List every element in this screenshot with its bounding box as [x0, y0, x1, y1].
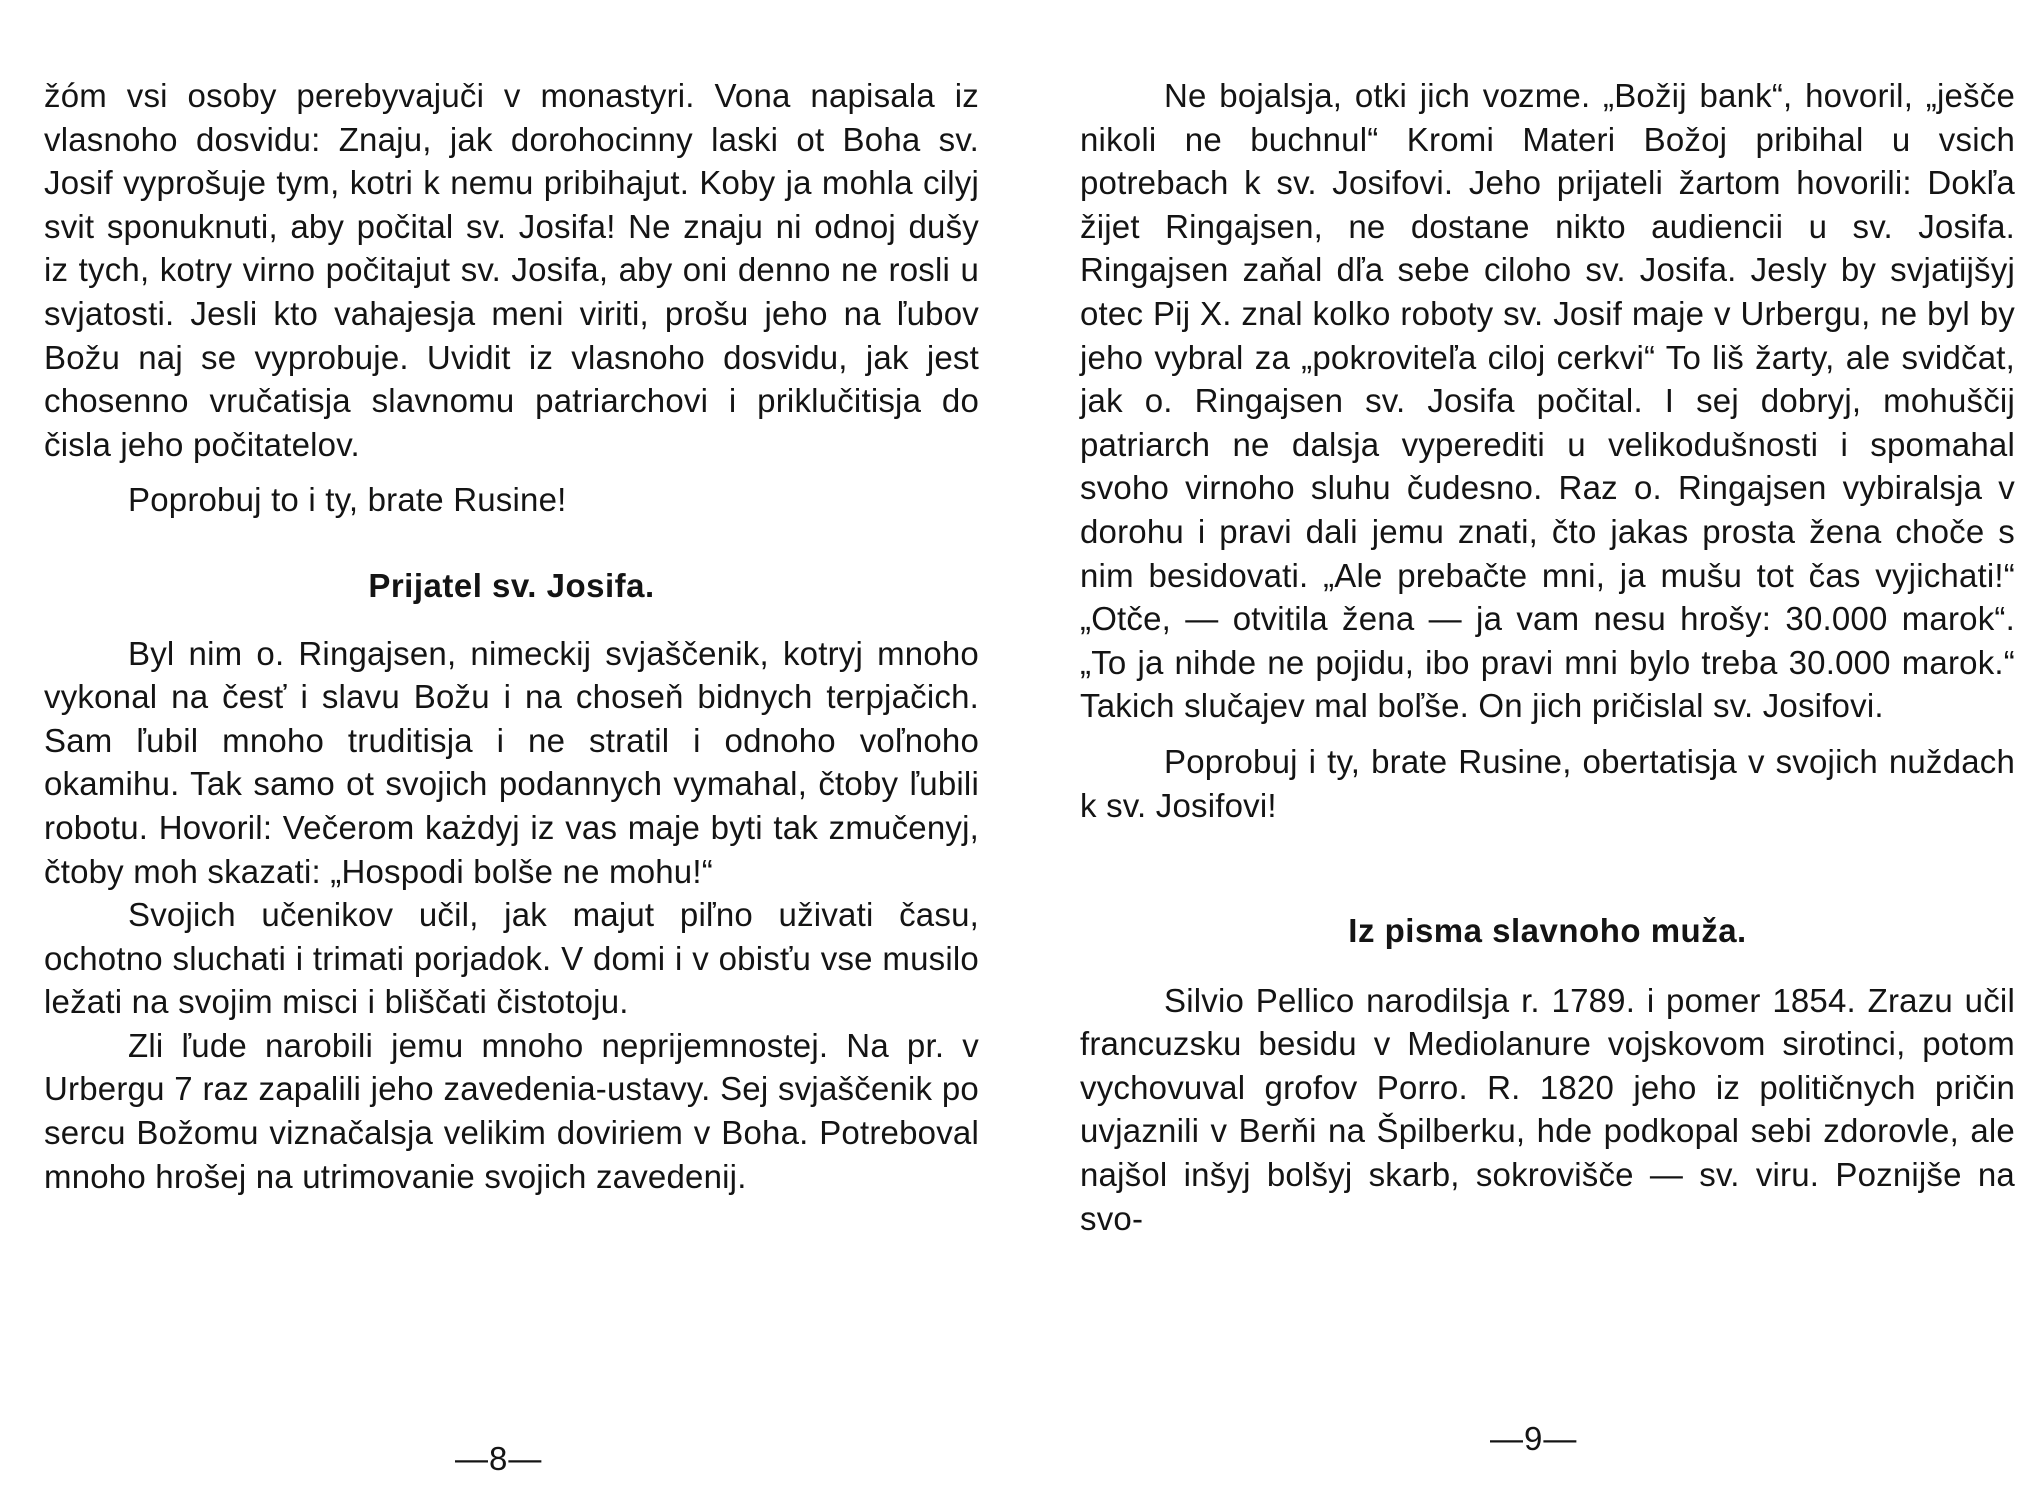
left-paragraph-2: Poprobuj to i ty, brate Rusine!: [128, 481, 567, 519]
left-paragraph-3: Byl nim o. Ringajsen, nimeckij svjaščenik, kotryj mnoho vykonal na česť i slavu Božu i na choseň bidnych terpjačich. Sam ľubil mnoho truditisja i ne stratil i odnoho voľnoho okamihu. Tak samo ot svojich podannych vymahal, čtoby ľubili robotu. Hovoril: Večerom każdyj iz vas maje byti tak zmučenyj, čtoby moh skazati: „Hospodi bolše ne mohu!“: [44, 634, 979, 890]
left-paragraph-5: Zli ľude narobili jemu mnoho neprijemnostej. Na pr. v Urbergu 7 raz zapalili jeho zavedenia-ustavy. Sej svjaščenik po sercu Božomu viznačalsja velikim doviriem v Boha. Potreboval mnoho hrošej na utrimovanie svojich zavedenij.: [44, 1026, 979, 1195]
left-page-number: —8—: [455, 1440, 543, 1477]
right-section-heading: Iz pisma slavnoho muža.: [1348, 912, 1747, 950]
right-paragraph-3: Silvio Pellico narodilsja r. 1789. i pomer 1854. Zrazu učil francuzsku besidu v Mediolanure vojskovom sirotinci, potom vychovuval grofov Porro. R. 1820 jeho iz političnych pričin uvjaznili v Berňi na Špilberku, hde podkopal sebi zdorovle, ale najšol inšyj bolšyj skarb, sokrovišče — sv. viru. Poznijše na svo-: [1080, 981, 2015, 1237]
left-paragraph-4: Svojich učenikov učil, jak majut piľno uživati času, ochotno sluchati i trimati porjadok. V domi i v obisťu vse musilo ležati na svojim misci i bliščati čistotoju.: [44, 896, 979, 1021]
left-page-text: [44, 74, 979, 1198]
right-paragraph-1: Ne bojalsja, otki jich vozme. „Božij bank“, hovoril, „ješče nikoli ne buchnul“ Kromi Materi Božoj pribihal u vsich potrebach k sv. Josifovi. Jeho prijateli žartom hovorili: Dokľa žijet Ringajsen, ne dostane nikto audiencii u sv. Josifa. Ringajsen zaňal dľa sebe ciloho sv. Josifa. Jesly by svjatijšyj otec Pij X. znal kolko roboty sv. Josif maje v Urbergu, ne byl by jeho vybral za „pokroviteľa ciloj cerkvi“ To liš žarty, ale svidčat, jak o. Ringajsen sv. Josifa počital. I sej dobryj, mohuščij patriarch ne dalsja vyperediti u velikodušnosti i spomahal svoho virnoho sluhu čudesno. Raz o. Ringajsen vybiralsja v dorohu i pravi dali jemu znati, čto jakas prosta žena choče s nim besidovati. „Ale prebačte mni, ja mušu tot čas vyjichati!“ „Otče, — otvitila žena — ja vam nesu hrošy: 30.000 marok“. „To ja nihde ne pojidu, ibo pravi mni bylo treba 30.000 marok.“ Takich slučajev mal boľše. On jich pričislal sv. Josifovi.: [1080, 77, 2015, 725]
right-page-number: —9—: [1490, 1420, 1578, 1457]
left-section-heading: Prijatel sv. Josifa.: [368, 566, 655, 604]
right-paragraph-2: Poprobuj i ty, brate Rusine, obertatisja v svojich nuždach k sv. Josifovi!: [1080, 742, 2015, 824]
left-paragraph-1: žóm vsi osoby perebyvajuči v monastyri. Vona napisala iz vlasnoho dosvidu: Znaju, jak dorohocinny laski ot Boha sv. Josif vyprošuje tym, kotri k nemu pribihajut. Koby ja mohla cilyj svit sponuknuti, aby počital sv. Josifa! Ne znaju ni odnoj dušy iz tych, kotry virno počitajut sv. Josifa, aby oni denno ne rosli u svjatosti. Jesli kto vahajesja meni viriti, prošu jeho na ľubov Božu naj se vyprobuje. Uvidit iz vlasnoho dosvidu, jak jest chosenno vručatisja slavnomu patriarchovi i priklučitisja do čisla jeho počitatelov.: [44, 77, 979, 463]
right-page: [1016, 0, 2032, 1500]
right-page-text: [1080, 74, 2015, 1240]
